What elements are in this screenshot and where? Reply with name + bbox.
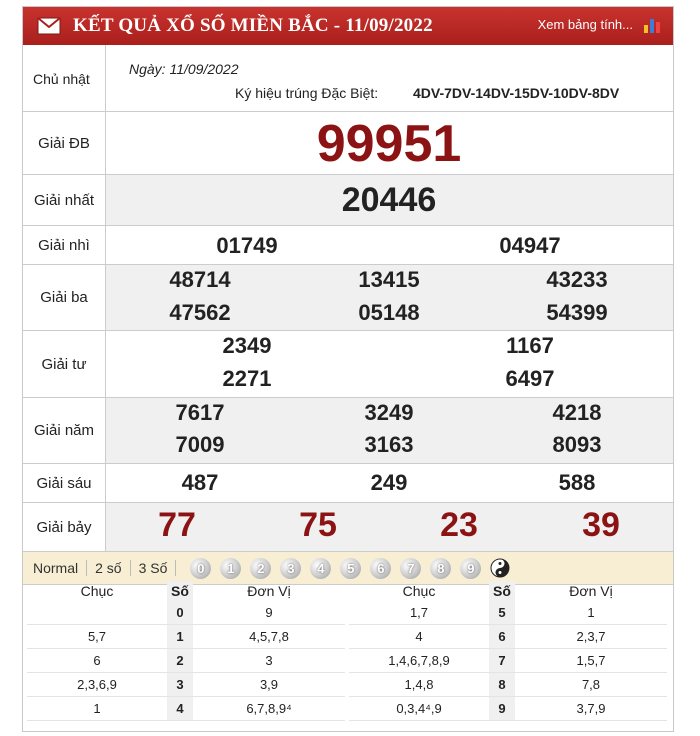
special-symbol-label: Ký hiệu trúng Đặc Biệt: [235,85,379,101]
prize-number: 588 [558,470,596,495]
prize-number: 487 [181,470,219,495]
prize-number: 6497 [505,366,555,391]
divider [105,45,106,111]
yin-yang-icon[interactable] [490,558,510,578]
table-row [349,625,667,649]
prize-number: 7009 [175,432,225,457]
table-cell: 6,7,8,9⁴ [193,697,345,721]
prize-number: 2349 [222,333,272,358]
table-cell: 4 [349,625,489,649]
prize-row-tu [23,331,673,398]
digit-ball-7[interactable]: 7 [400,558,421,579]
prize-row-nam [23,398,673,464]
table-cell: 1,5,7 [515,649,667,673]
prize-row-nhi [23,226,673,265]
prize-number: 13415 [358,267,420,292]
column-header: Số [167,581,193,601]
table-row [27,601,345,625]
draw-info [23,45,673,112]
digit-ball-9[interactable]: 9 [460,558,481,579]
special-prize-number: 99951 [316,115,462,173]
prize-label: Giải bảy [23,503,106,551]
bar-chart-icon[interactable] [641,13,663,35]
prize-number: 43233 [546,267,608,292]
weekday-label: Chủ nhật [33,71,90,87]
prize-number: 3163 [364,432,414,457]
prize-number: 2271 [222,366,272,391]
table-cell: 3,7,9 [515,697,667,721]
draw-date: Ngày: 11/09/2022 [129,61,239,77]
table-cell: 1 [167,625,193,649]
prize-label: Giải năm [23,398,106,463]
table-cell: 3,9 [193,673,345,697]
table-row [27,649,345,673]
digit-ball-5[interactable]: 5 [340,558,361,579]
table-cell: 2,3,6,9 [27,673,167,697]
prize-number: 48714 [169,267,231,292]
digit-ball-0[interactable]: 0 [190,558,211,579]
table-row [349,649,667,673]
table-cell: 3 [193,649,345,673]
table-row [27,697,345,721]
table-cell: 0,3,4⁴,9 [349,697,489,721]
tab-3-so[interactable]: 3 Số [131,560,177,576]
table-cell: 4 [167,697,193,721]
prize-number: 77 [158,506,196,544]
table-cell: 2,3,7 [515,625,667,649]
table-cell: 6 [27,649,167,673]
prize-number: 4218 [552,400,602,425]
table-row [349,601,667,625]
table-cell: 1 [515,601,667,625]
prize-row-ba [23,265,673,331]
table-row [27,625,345,649]
prize-number: 7617 [175,400,225,425]
digit-ball-1[interactable]: 1 [220,558,241,579]
prize-number: 04947 [499,233,561,258]
prize-number: 05148 [358,300,420,325]
table-cell: 4,5,7,8 [193,625,345,649]
prize-label: Giải tư [23,331,106,397]
view-table-link[interactable]: Xem bảng tính... [537,17,633,32]
loto-table-right [349,581,667,721]
loto-table-left [27,581,345,721]
table-cell: 9 [489,697,515,721]
prize-number: 39 [582,506,620,544]
table-cell: 1,4,8 [349,673,489,697]
prize-number: 249 [370,470,408,495]
prize-row-bay [23,503,673,552]
table-cell: 1,7 [349,601,489,625]
prize-number: 01749 [216,233,278,258]
tab-2-so[interactable]: 2 số [87,560,130,576]
table-cell: 7 [489,649,515,673]
table-row [349,673,667,697]
prize-label: Giải nhì [23,226,106,264]
tab-normal[interactable]: Normal [23,560,87,576]
digit-filter [190,558,510,579]
prize-label: Giải nhất [23,175,106,225]
prize-row-nhat [23,175,673,226]
digit-ball-4[interactable]: 4 [310,558,331,579]
table-cell: 8 [489,673,515,697]
table-row [349,697,667,721]
header-bar [23,7,673,45]
prize-number: 20446 [341,181,437,219]
digit-ball-3[interactable]: 3 [280,558,301,579]
prize-number: 1167 [506,333,554,358]
results-panel [22,6,674,732]
prize-label: Giải ĐB [23,112,106,174]
digit-ball-2[interactable]: 2 [250,558,271,579]
table-cell: 1 [27,697,167,721]
table-cell: 5 [489,601,515,625]
table-cell: 0 [167,601,193,625]
table-cell: 1,4,6,7,8,9 [349,649,489,673]
prize-number: 47562 [169,300,231,325]
prize-number: 23 [440,506,478,544]
table-cell: 9 [193,601,345,625]
prize-label: Giải sáu [23,464,106,502]
prize-number: 54399 [546,300,608,325]
table-cell: 3 [167,673,193,697]
column-header: Chục [402,583,436,599]
digit-ball-8[interactable]: 8 [430,558,451,579]
table-cell: 5,7 [27,625,167,649]
prize-number: 3249 [364,400,414,425]
special-symbol-value: 4DV-7DV-14DV-15DV-10DV-8DV [413,85,620,101]
mail-icon [37,17,61,35]
table-cell: 2 [167,649,193,673]
digit-ball-6[interactable]: 6 [370,558,391,579]
table-cell: 6 [489,625,515,649]
table-cell: 7,8 [515,673,667,697]
column-header: Đơn Vị [247,583,291,599]
table-cell [27,601,167,625]
column-header: Đơn Vị [569,583,613,599]
prize-row-db [23,112,673,175]
column-header: Số [489,581,515,601]
page-title: KẾT QUẢ XỔ SỐ MIỀN BẮC - 11/09/2022 [73,15,433,36]
prize-number: 8093 [552,432,602,457]
column-header: Chục [80,583,114,599]
prize-number: 75 [299,506,337,544]
prize-label: Giải ba [23,265,106,330]
table-row [27,673,345,697]
prize-row-sau [23,464,673,503]
